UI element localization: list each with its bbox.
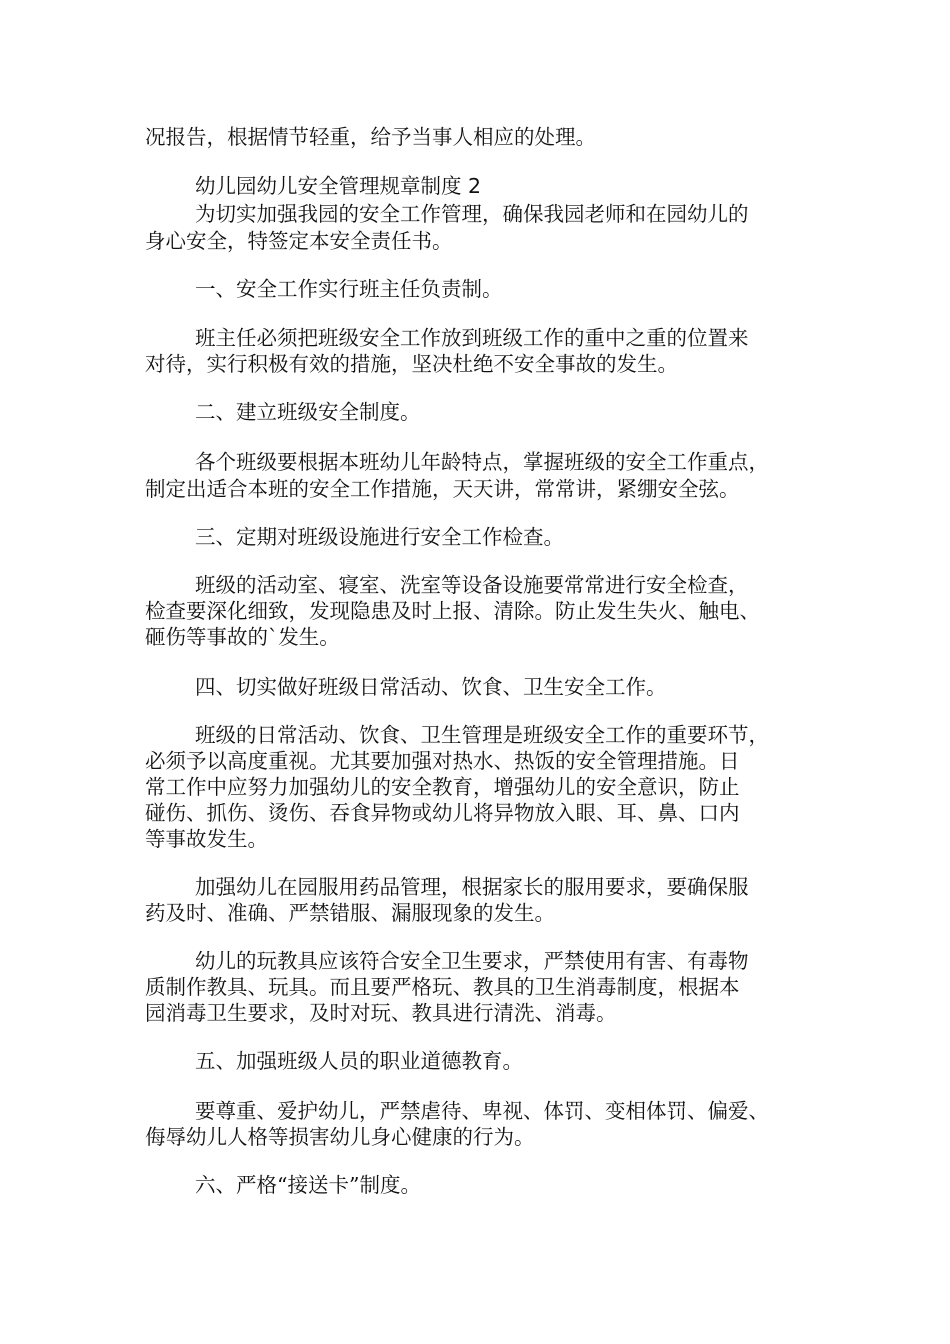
section-heading: 五、加强班级人员的职业道德教育。 xyxy=(195,1049,523,1073)
text-line: 身心安全，特签定本安全责任书。 xyxy=(145,229,453,253)
text-line: 班主任必须把班级安全工作放到班级工作的重中之重的位置来 xyxy=(195,326,749,350)
text-line: 幼儿的玩教具应该符合安全卫生要求，严禁使用有害、有毒物 xyxy=(195,949,749,973)
text-line: 班级的日常活动、饮食、卫生管理是班级安全工作的重要环节， xyxy=(195,723,769,747)
text-line: 侮辱幼儿人格等损害幼儿身心健康的行为。 xyxy=(145,1125,535,1149)
text-line: 砸伤等事故的`发生。 xyxy=(145,625,340,649)
text-line: 加强幼儿在园服用药品管理，根据家长的服用要求，要确保服 xyxy=(195,875,749,899)
text-line: 质制作教具、玩具。而且要严格玩、教具的卫生消毒制度，根据本 xyxy=(145,975,740,999)
text-line: 各个班级要根据本班幼儿年龄特点，掌握班级的安全工作重点， xyxy=(195,450,769,474)
text-line: 园消毒卫生要求，及时对玩、教具进行清洗、消毒。 xyxy=(145,1001,617,1025)
text-line: 况报告，根据情节轻重，给予当事人相应的处理。 xyxy=(145,125,596,149)
text-line: 必须予以高度重视。尤其要加强对热水、热饭的安全管理措施。日 xyxy=(145,749,740,773)
text-line: 碰伤、抓伤、烫伤、吞食异物或幼儿将异物放入眼、耳、鼻、口内 xyxy=(145,801,740,825)
section-heading: 二、建立班级安全制度。 xyxy=(195,400,421,424)
text-line: 要尊重、爱护幼儿，严禁虐待、卑视、体罚、变相体罚、偏爱、 xyxy=(195,1099,769,1123)
text-line: 班级的活动室、寝室、洗室等设备设施要常常进行安全检查， xyxy=(195,573,749,597)
section-heading: 三、定期对班级设施进行安全工作检查。 xyxy=(195,525,564,549)
text-line: 检查要深化细致，发现隐患及时上报、清除。防止发生失火、触电、 xyxy=(145,599,760,623)
section-heading: 一、安全工作实行班主任负责制。 xyxy=(195,277,503,301)
text-line: 对待，实行积极有效的措施，坚决杜绝不安全事故的发生。 xyxy=(145,352,678,376)
text-line: 为切实加强我园的安全工作管理，确保我园老师和在园幼儿的 xyxy=(195,202,749,226)
text-line: 制定出适合本班的安全工作措施，天天讲，常常讲，紧绷安全弦。 xyxy=(145,477,740,501)
section-heading: 四、切实做好班级日常活动、饮食、卫生安全工作。 xyxy=(195,675,667,699)
text-line: 常工作中应努力加强幼儿的安全教育，增强幼儿的安全意识，防止 xyxy=(145,775,740,799)
text-line: 等事故发生。 xyxy=(145,827,268,851)
section-heading: 六、严格“接送卡”制度。 xyxy=(195,1173,421,1197)
section-title: 幼儿园幼儿安全管理规章制度 2 xyxy=(195,174,482,198)
text-line: 药及时、准确、严禁错服、漏服现象的发生。 xyxy=(145,901,555,925)
